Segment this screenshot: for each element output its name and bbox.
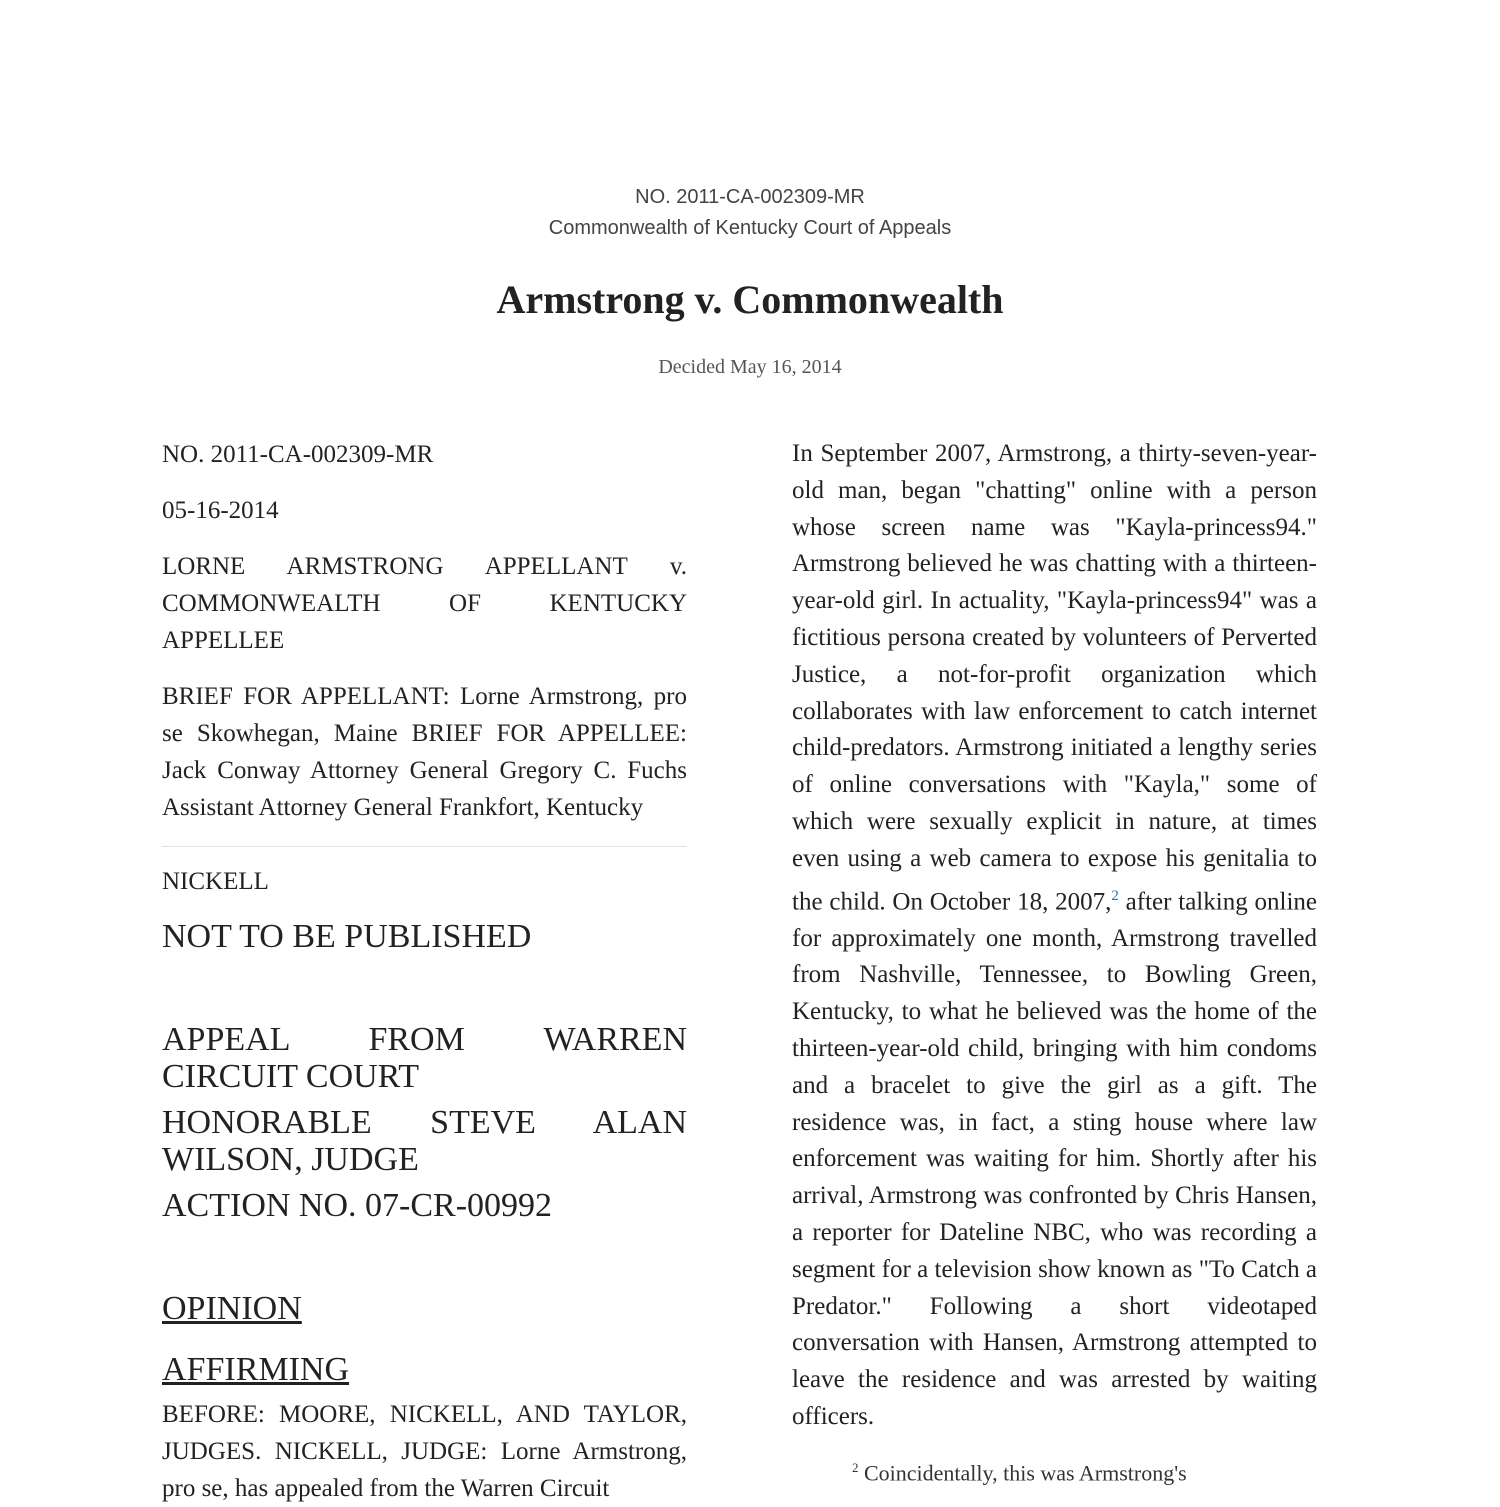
- parties: LORNE ARMSTRONG APPELLANT v. COMMONWEALTH OF KENTUCKY APPELLEE: [162, 553, 687, 654]
- page-title: Armstrong v. Commonwealth: [496, 277, 1004, 322]
- opinion-date: 05-16-2014: [162, 497, 279, 524]
- publication-status: NOT TO BE PUBLISHED: [162, 918, 532, 955]
- docket-number: NO. 2011-CA-002309-MR: [162, 441, 434, 468]
- footnote: [792, 1460, 1317, 1486]
- author-judge: NICKELL: [162, 868, 269, 895]
- footnote-ref-link[interactable]: 2: [1111, 887, 1119, 904]
- opinion-heading: OPINION: [162, 1290, 302, 1327]
- divider: [162, 846, 687, 847]
- header-case-number: NO. 2011-CA-002309-MR: [635, 186, 865, 208]
- trial-judge: HONORABLE STEVE ALAN WILSON, JUDGE: [162, 1104, 687, 1178]
- facts-text-part1: In September 2007, Armstrong, a thirty-seven-year-old man, began "chatting" online with a person whose screen name was "Kayla-princess94." Armstrong believed he was chatting with a thirteen-year-old girl. In actuality, "Kayla-princess94" was a fictitious persona created by volunteers of Perverted Justice, a not-for-profit organization which collaborates with law enforcement to catch internet child-predators. Armstrong initiated a lengthy series of online conversations with "Kayla," some of which were sexually explicit in nature, at times even using a web camera to expose his genitalia to the child. On October 18, 2007,: [792, 440, 1317, 915]
- decided-date: Decided May 16, 2014: [658, 356, 842, 378]
- left-column: [162, 436, 687, 1507]
- header-court: Commonwealth of Kentucky Court of Appeals: [548, 217, 952, 239]
- right-column: [792, 436, 1317, 1486]
- footnote-text: Coincidentally, this was Armstrong's: [864, 1460, 1187, 1486]
- facts-paragraph: [792, 436, 1317, 1436]
- counsel: BRIEF FOR APPELLANT: Lorne Armstrong, pro se Skowhegan, Maine BRIEF FOR APPELLEE: Jack Conway Attorney General Gregory C. Fuchs Assistant Attorney General Frankfort, Kentucky: [162, 683, 687, 821]
- case-header: [0, 184, 1500, 241]
- facts-text-part2: after talking online for approximately one month, Armstrong travelled from Nashville, Tennessee, to Bowling Green, Kentucky, to what he believed was the home of the thirteen-year-old child, bringing with him condoms and a bracelet to give the girl as a gift. The residence was, in fact, a sting house where law enforcement was waiting for him. Shortly after his arrival, Armstrong was confronted by Chris Hansen, a reporter for Dateline NBC, who was recording a segment for a television show known as "To Catch a Predator." Following a short videotaped conversation with Hansen, Armstrong attempted to leave the residence and was arrested by waiting officers.: [792, 887, 1317, 1431]
- action-number: ACTION NO. 07-CR-00992: [162, 1187, 553, 1224]
- before-paragraph: BEFORE: MOORE, NICKELL, AND TAYLOR, JUDGES. NICKELL, JUDGE: Lorne Armstrong, pro se, has appealed from the Warren Circuit: [162, 1401, 687, 1502]
- appeal-from: APPEAL FROM WARREN CIRCUIT COURT: [162, 1021, 687, 1095]
- footnote-number: 2: [852, 1459, 859, 1475]
- affirming-heading: AFFIRMING: [162, 1351, 350, 1388]
